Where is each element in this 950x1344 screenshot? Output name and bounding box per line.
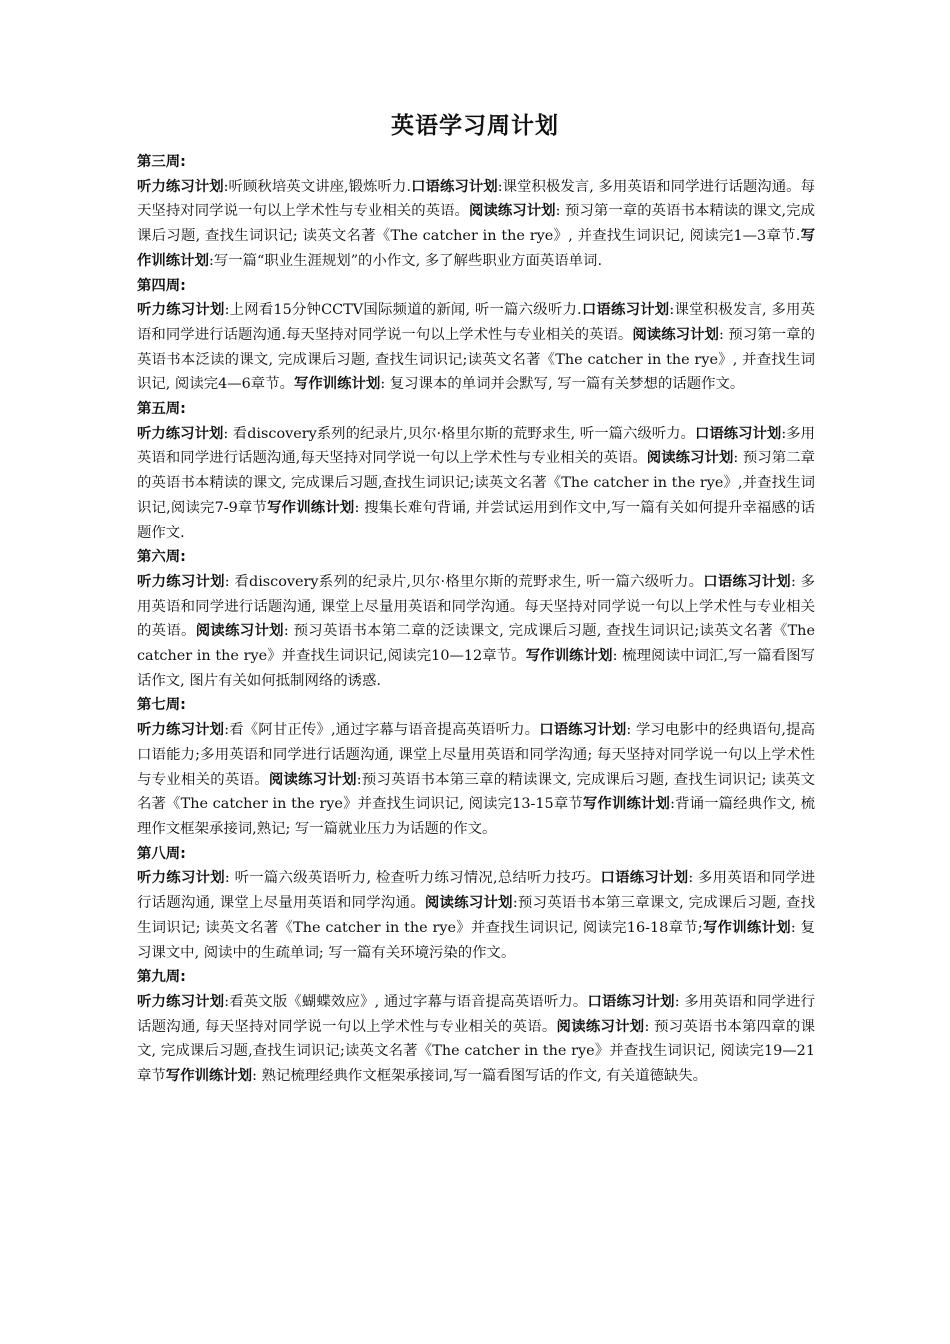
plan-label: 听力练习计划 xyxy=(137,302,225,319)
plan-label: 阅读练习计划 xyxy=(468,203,556,220)
plan-label: 阅读练习计划 xyxy=(632,326,719,343)
plan-text: : 复习课本的单词并会默写, 写一篇有关梦想的话题作文。 xyxy=(380,376,745,393)
plan-text: :预习英语书本第三章的精读课文, 完成课后习题, 查找生词识记; 读英文名著《The catcher in the rye》并查找生词识记, 阅读完13-15章节 xyxy=(137,771,815,813)
plan-text: : 听一篇六级英语听力, 检查听力练习情况,总结听力技巧。 xyxy=(224,870,601,887)
plan-text: :课堂积极发言, 多用英语和同学进行话题沟通.每天坚持对同学说一句以上学术性与专业相关的英语。 xyxy=(137,302,815,343)
plan-text: :多用英语和同学进行话题沟通,每天坚持对同学说一句以上学术性与专业相关的英语。 xyxy=(137,425,815,467)
week-heading: 第九周: xyxy=(137,969,186,986)
plan-label: 口语练习计划 xyxy=(600,870,689,887)
plan-label: 阅读练习计划 xyxy=(424,895,513,912)
plan-content xyxy=(137,150,815,1089)
week-plan-paragraph xyxy=(137,718,815,842)
plan-text: :上网看15分钟CCTV国际频道的新闻, 听一篇六级听力. xyxy=(224,302,582,319)
plan-label: 口语练习计划 xyxy=(581,302,670,319)
plan-text: : 看discovery系列的纪录片,贝尔·格里尔斯的荒野求生, 听一篇六级听力。 xyxy=(224,573,704,590)
plan-label: 口语练习计划 xyxy=(703,573,791,590)
plan-label: 写作训练计划 xyxy=(293,376,381,393)
plan-label: 写作训练计划 xyxy=(165,1068,253,1085)
plan-text: : 学习电影中的经典语句,提高口语能力;多用英语和同学进行话题沟通, 课堂上尽量用英语和同学沟通; 每天坚持对同学说一句以上学术性与专业相关的英语。 xyxy=(137,722,815,788)
plan-text: :看《阿甘正传》,通过字幕与语音提高英语听力。 xyxy=(224,722,540,739)
plan-label: 阅读练习计划 xyxy=(556,1018,645,1035)
plan-text: :写一篇“职业生涯规划”的小作文, 多了解些职业方面英语单词. xyxy=(208,252,603,269)
week-heading: 第七周: xyxy=(137,697,186,714)
plan-label: 口语练习计划 xyxy=(694,425,782,442)
plan-text: :课堂积极发言, 多用英语和同学进行话题沟通。每天坚持对同学说一句以上学术性与专业相关的英语。 xyxy=(137,178,815,220)
plan-text: : 预习英语书本第二章的泛读课文, 完成课后习题, 查找生词识记;读英文名著《The catcher in the rye》并查找生词识记,阅读完10—12章节。 xyxy=(137,623,815,665)
plan-text: :预习英语书本第三章课文, 完成课后习题, 查找生词识记; 读英文名著《The catcher in the rye》并查找生词识记, 阅读完16-18章节; xyxy=(137,895,815,936)
plan-label: 听力练习计划 xyxy=(137,993,225,1010)
plan-text: : 多用英语和同学进行话题沟通, 课堂上尽量用英语和同学沟通。每天坚持对同学说一句以上学术性与专业相关的英语。 xyxy=(137,573,815,640)
week-plan-paragraph xyxy=(137,866,815,965)
plan-label: 写作训练计划 xyxy=(702,919,791,936)
plan-label: 阅读练习计划 xyxy=(195,623,284,640)
week-heading: 第五周: xyxy=(137,401,186,418)
plan-label: 听力练习计划 xyxy=(137,425,224,442)
week-heading: 第六周: xyxy=(137,549,186,566)
plan-label: 听力练习计划 xyxy=(137,573,225,590)
plan-text: : 看discovery系列的纪录片,贝尔·格里尔斯的荒野求生, 听一篇六级听力。 xyxy=(223,425,695,442)
plan-text: : 预习第二章的英语书本精读的课文, 完成课后习题,查找生词识记;读英文名著《The catcher in the rye》,并查找生词识记,阅读完7-9章节 xyxy=(137,450,815,516)
plan-label: 阅读练习计划 xyxy=(646,450,734,467)
plan-text: : 多用英语和同学进行话题沟通, 每天坚持对同学说一句以上学术性与专业相关的英语。 xyxy=(137,993,815,1035)
week-heading: 第八周: xyxy=(137,845,186,862)
plan-text: : 搜集长难句背诵, 并尝试运用到作文中,写一篇有关如何提升幸福感的话题作文. xyxy=(137,499,815,541)
plan-label: 阅读练习计划 xyxy=(268,771,357,788)
plan-label: 写作训练计划 xyxy=(137,228,815,269)
plan-text: : 多用英语和同学进行话题沟通, 课堂上尽量用英语和同学沟通。 xyxy=(137,870,815,912)
plan-label: 口语练习计划 xyxy=(539,722,627,739)
week-heading: 第三周: xyxy=(137,154,186,170)
plan-text: :背诵一篇经典作文, 梳理作文框架承接词,熟记; 写一篇就业压力为话题的作文。 xyxy=(137,796,815,837)
plan-label: 听力练习计划 xyxy=(137,178,224,195)
plan-label: 听力练习计划 xyxy=(137,722,225,739)
plan-label: 写作训练计划 xyxy=(525,648,613,665)
week-plan-paragraph xyxy=(137,422,815,546)
week-plan-paragraph xyxy=(137,298,815,397)
plan-label: 写作训练计划 xyxy=(582,796,671,813)
week-plan-paragraph xyxy=(137,175,815,274)
plan-label: 写作训练计划 xyxy=(267,499,355,516)
plan-text: : 梳理阅读中词汇,写一篇看图写话作文, 图片有关如何抵制网络的诱惑. xyxy=(137,648,816,689)
plan-text: : 预习第一章的英语书本泛读的课文, 完成课后习题, 查找生词识记;读英文名著《The catcher in the rye》, 并查找生词识记, 阅读完4—6章节。 xyxy=(137,326,815,393)
week-plan-paragraph xyxy=(137,990,815,1089)
plan-text: :听顾秋培英文讲座,锻炼听力. xyxy=(223,178,412,195)
plan-text: : 熟记梳理经典作文框架承接词,写一篇看图写话的作文, 有关道德缺失。 xyxy=(252,1068,708,1085)
plan-label: 听力练习计划 xyxy=(137,870,225,887)
plan-text: : 预习第一章的英语书本精读的课文,完成课后习题, 查找生词识记; 读英文名著《The catcher in the rye》, 并查找生词识记, 阅读完1—3章节. xyxy=(137,203,815,245)
plan-text: : 预习英语书本第四章的课文, 完成课后习题,查找生词识记;读英文名著《The catcher in the rye》并查找生词识记, 阅读完19—21章节 xyxy=(137,1018,815,1085)
week-heading: 第四周: xyxy=(137,277,186,294)
week-plan-paragraph xyxy=(137,570,815,694)
plan-text: : 复习课文中, 阅读中的生疏单词; 写一篇有关环境污染的作文。 xyxy=(137,919,815,961)
plan-label: 口语练习计划 xyxy=(587,993,675,1010)
page-title: 英语学习周计划 xyxy=(391,113,559,139)
plan-text: :看英文版《蝴蝶效应》, 通过字幕与语音提高英语听力。 xyxy=(224,993,588,1010)
plan-label: 口语练习计划 xyxy=(411,178,498,195)
